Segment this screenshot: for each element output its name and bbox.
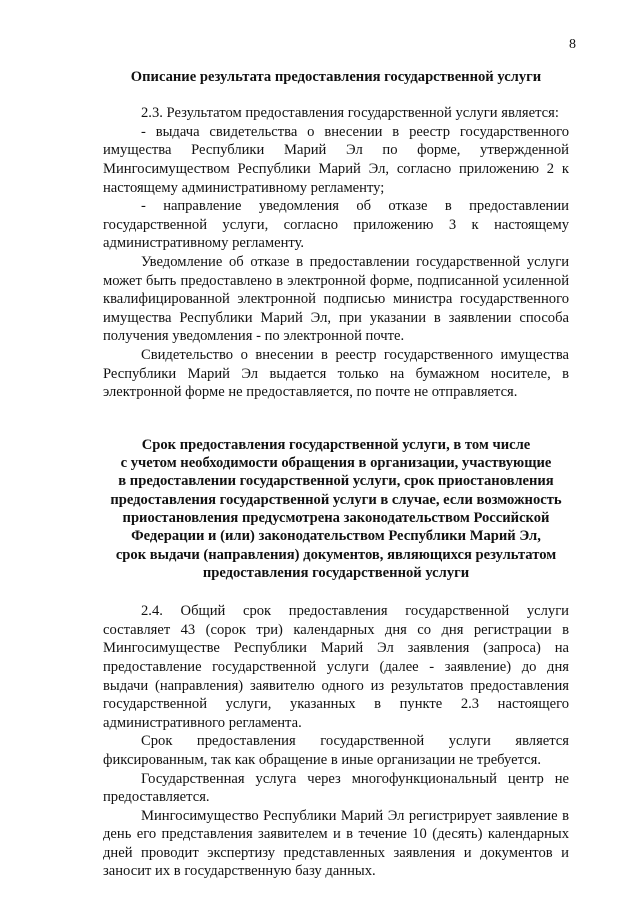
paragraph-2-4: 2.4. Общий срок предоставления государственной услуги составляет 43 (сорок три) календарных дня со дня регистрации в Мингосимуществе Республики Марий Эл заявления (запроса) на предоставление государственной услуги (далее - заявление) до дня выдачи (направления) заявителю одного из результатов предоставления государственной услуги, указанных в пункте 2.3 настоящего административного регламента. (103, 603, 569, 731)
heading-line: предоставления государственной услуги (202, 564, 470, 581)
heading-line: в предоставлении государственной услуги, срок приостановления (118, 473, 554, 490)
paragraph-refusal-electronic: Уведомление об отказе в предоставлении государственной услуги может быть предоставлено в электронной форме, подписанной усиленной квалифицированной электронной подписью министра государственного имущества Республики Марий Эл, при указании в заявлении способа получения уведомления - по электронной почте. (103, 254, 569, 345)
document-body (103, 68, 569, 881)
section-heading-term (103, 436, 569, 582)
heading-line: Срок предоставления государственной услуги, в том числе (141, 436, 531, 453)
heading-line: приостановления предусмотрена законодательством Российской (122, 509, 550, 526)
paragraph-term-fixed: Срок предоставления государственной услуги является фиксированным, так как обращение в иные организации не требуется. (103, 733, 569, 768)
heading-line: с учетом необходимости обращения в организации, участвующие (120, 455, 552, 472)
paragraph-registration: Мингосимущество Республики Марий Эл регистрирует заявление в день его представления заявителем и в течение 10 (десять) календарных дней проводит экспертизу представленных заявления и документов и заносит их в государственную базу данных. (103, 807, 569, 880)
paragraph-2-3: 2.3. Результатом предоставления государственной услуги является: (141, 105, 559, 122)
heading-line: Федерации и (или) законодательством Республики Марий Эл, (131, 528, 541, 545)
section-heading-result: Описание результата предоставления государственной услуги (130, 69, 542, 85)
page-number: 8 (569, 37, 576, 52)
list-item-certificate: - выдача свидетельства о внесении в реестр государственного имущества Республики Марий Эл по форме, утвержденной Мингосимуществом Республики Марий Эл, согласно приложению 2 к настоящему административному регламенту; (103, 123, 569, 196)
heading-line: срок выдачи (направления) документов, являющихся результатом (115, 546, 557, 563)
paragraph-mfc: Государственная услуга через многофункциональный центр не предоставляется. (103, 770, 569, 806)
heading-line: предоставления государственной услуги в случае, если возможность (110, 491, 562, 508)
list-item-refusal-notice: - направление уведомления об отказе в предоставлении государственной услуги, согласно приложению 3 к настоящему административному регламенту. (103, 198, 569, 252)
paragraph-certificate-paper: Свидетельство о внесении в реестр государственного имущества Республики Марий Эл выдается только на бумажном носителе, в электронной форме не предоставляется, по почте не отправляется. (103, 347, 569, 401)
